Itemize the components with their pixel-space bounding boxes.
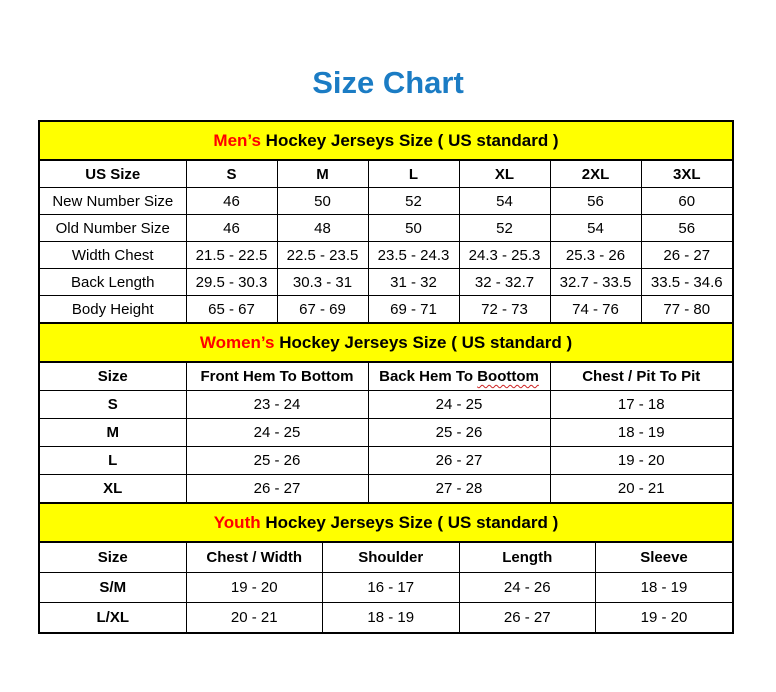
- mens-table-row: [40, 215, 732, 242]
- mens-column-header: 2XL: [550, 161, 641, 188]
- mens-cell: 50: [368, 215, 459, 242]
- youth-cell: 18 - 19: [596, 573, 733, 603]
- mens-table-row: [40, 242, 732, 269]
- youth-header-highlight: Youth: [213, 513, 261, 532]
- youth-section-header: [40, 502, 732, 543]
- mens-header-text: Hockey Jerseys Size ( US standard ): [260, 131, 559, 150]
- mens-row-label: New Number Size: [40, 188, 186, 215]
- youth-section: [40, 502, 732, 632]
- mens-column-header: S: [186, 161, 277, 188]
- mens-cell: 60: [641, 188, 732, 215]
- mens-cell: 24.3 - 25.3: [459, 242, 550, 269]
- youth-column-header: Chest / Width: [186, 543, 323, 573]
- mens-column-header: 3XL: [641, 161, 732, 188]
- size-chart-tables: [38, 120, 734, 634]
- youth-cell: 24 - 26: [459, 573, 596, 603]
- youth-header-text: Hockey Jerseys Size ( US standard ): [260, 513, 559, 532]
- mens-row-label: Back Length: [40, 269, 186, 296]
- womens-table: [40, 363, 732, 502]
- mens-section: [40, 122, 732, 322]
- youth-column-header: Shoulder: [323, 543, 460, 573]
- womens-column-header: Front Hem To Bottom: [186, 363, 368, 391]
- mens-header-row: [40, 161, 732, 188]
- youth-row-label: S/M: [40, 573, 186, 603]
- womens-header-row: [40, 363, 732, 391]
- womens-cell: 25 - 26: [186, 447, 368, 475]
- womens-table-row: [40, 475, 732, 503]
- mens-column-header: XL: [459, 161, 550, 188]
- mens-cell: 46: [186, 215, 277, 242]
- mens-cell: 21.5 - 22.5: [186, 242, 277, 269]
- mens-cell: 69 - 71: [368, 296, 459, 323]
- mens-cell: 32.7 - 33.5: [550, 269, 641, 296]
- mens-column-header: M: [277, 161, 368, 188]
- youth-column-header: Length: [459, 543, 596, 573]
- youth-table: [40, 543, 732, 632]
- womens-column-header: [368, 363, 550, 391]
- mens-cell: 56: [641, 215, 732, 242]
- mens-cell: 52: [459, 215, 550, 242]
- mens-cell: 50: [277, 188, 368, 215]
- womens-row-label: M: [40, 419, 186, 447]
- youth-table-row: [40, 603, 732, 633]
- womens-cell: 24 - 25: [368, 391, 550, 419]
- mens-cell: 54: [550, 215, 641, 242]
- youth-cell: 26 - 27: [459, 603, 596, 633]
- mens-cell: 67 - 69: [277, 296, 368, 323]
- youth-header-row: [40, 543, 732, 573]
- womens-cell: 18 - 19: [550, 419, 732, 447]
- youth-cell: 19 - 20: [596, 603, 733, 633]
- mens-cell: 72 - 73: [459, 296, 550, 323]
- womens-cell: 20 - 21: [550, 475, 732, 503]
- womens-cell: 26 - 27: [368, 447, 550, 475]
- womens-header-highlight: Women’s: [199, 333, 275, 352]
- youth-cell: 19 - 20: [186, 573, 323, 603]
- mens-cell: 33.5 - 34.6: [641, 269, 732, 296]
- mens-cell: 56: [550, 188, 641, 215]
- womens-cell: 27 - 28: [368, 475, 550, 503]
- womens-column-header: Chest / Pit To Pit: [550, 363, 732, 391]
- youth-cell: 20 - 21: [186, 603, 323, 633]
- mens-cell: 23.5 - 24.3: [368, 242, 459, 269]
- mens-cell: 46: [186, 188, 277, 215]
- youth-cell: 16 - 17: [323, 573, 460, 603]
- youth-cell: 18 - 19: [323, 603, 460, 633]
- page-title: Size Chart: [312, 65, 464, 100]
- womens-row-label: XL: [40, 475, 186, 503]
- youth-table-row: [40, 573, 732, 603]
- womens-header-text: Hockey Jerseys Size ( US standard ): [274, 333, 573, 352]
- womens-row-label: L: [40, 447, 186, 475]
- womens-cell: 19 - 20: [550, 447, 732, 475]
- mens-cell: 26 - 27: [641, 242, 732, 269]
- mens-section-header: [40, 122, 732, 161]
- mens-cell: 48: [277, 215, 368, 242]
- womens-column-header: Size: [40, 363, 186, 391]
- column-header-prefix: Back Hem To: [379, 368, 478, 385]
- mens-cell: 32 - 32.7: [459, 269, 550, 296]
- womens-cell: 23 - 24: [186, 391, 368, 419]
- womens-table-row: [40, 419, 732, 447]
- mens-row-label: Body Height: [40, 296, 186, 323]
- mens-cell: 74 - 76: [550, 296, 641, 323]
- mens-row-label: Width Chest: [40, 242, 186, 269]
- mens-cell: 65 - 67: [186, 296, 277, 323]
- womens-section-header: [40, 322, 732, 363]
- womens-section: [40, 322, 732, 502]
- womens-cell: 17 - 18: [550, 391, 732, 419]
- mens-cell: 31 - 32: [368, 269, 459, 296]
- mens-cell: 54: [459, 188, 550, 215]
- youth-column-header: Sleeve: [596, 543, 733, 573]
- mens-table-row: [40, 188, 732, 215]
- youth-column-header: Size: [40, 543, 186, 573]
- mens-table-row: [40, 269, 732, 296]
- mens-cell: 29.5 - 30.3: [186, 269, 277, 296]
- womens-cell: 25 - 26: [368, 419, 550, 447]
- misspelled-word: Boottom: [477, 368, 539, 385]
- mens-cell: 22.5 - 23.5: [277, 242, 368, 269]
- mens-table: [40, 161, 732, 322]
- mens-row-label: Old Number Size: [40, 215, 186, 242]
- mens-cell: 25.3 - 26: [550, 242, 641, 269]
- womens-cell: 26 - 27: [186, 475, 368, 503]
- mens-cell: 30.3 - 31: [277, 269, 368, 296]
- youth-row-label: L/XL: [40, 603, 186, 633]
- mens-cell: 77 - 80: [641, 296, 732, 323]
- mens-table-row: [40, 296, 732, 323]
- womens-table-row: [40, 447, 732, 475]
- womens-table-row: [40, 391, 732, 419]
- mens-header-highlight: Men’s: [213, 131, 261, 150]
- womens-row-label: S: [40, 391, 186, 419]
- mens-column-header: US Size: [40, 161, 186, 188]
- mens-column-header: L: [368, 161, 459, 188]
- mens-cell: 52: [368, 188, 459, 215]
- womens-cell: 24 - 25: [186, 419, 368, 447]
